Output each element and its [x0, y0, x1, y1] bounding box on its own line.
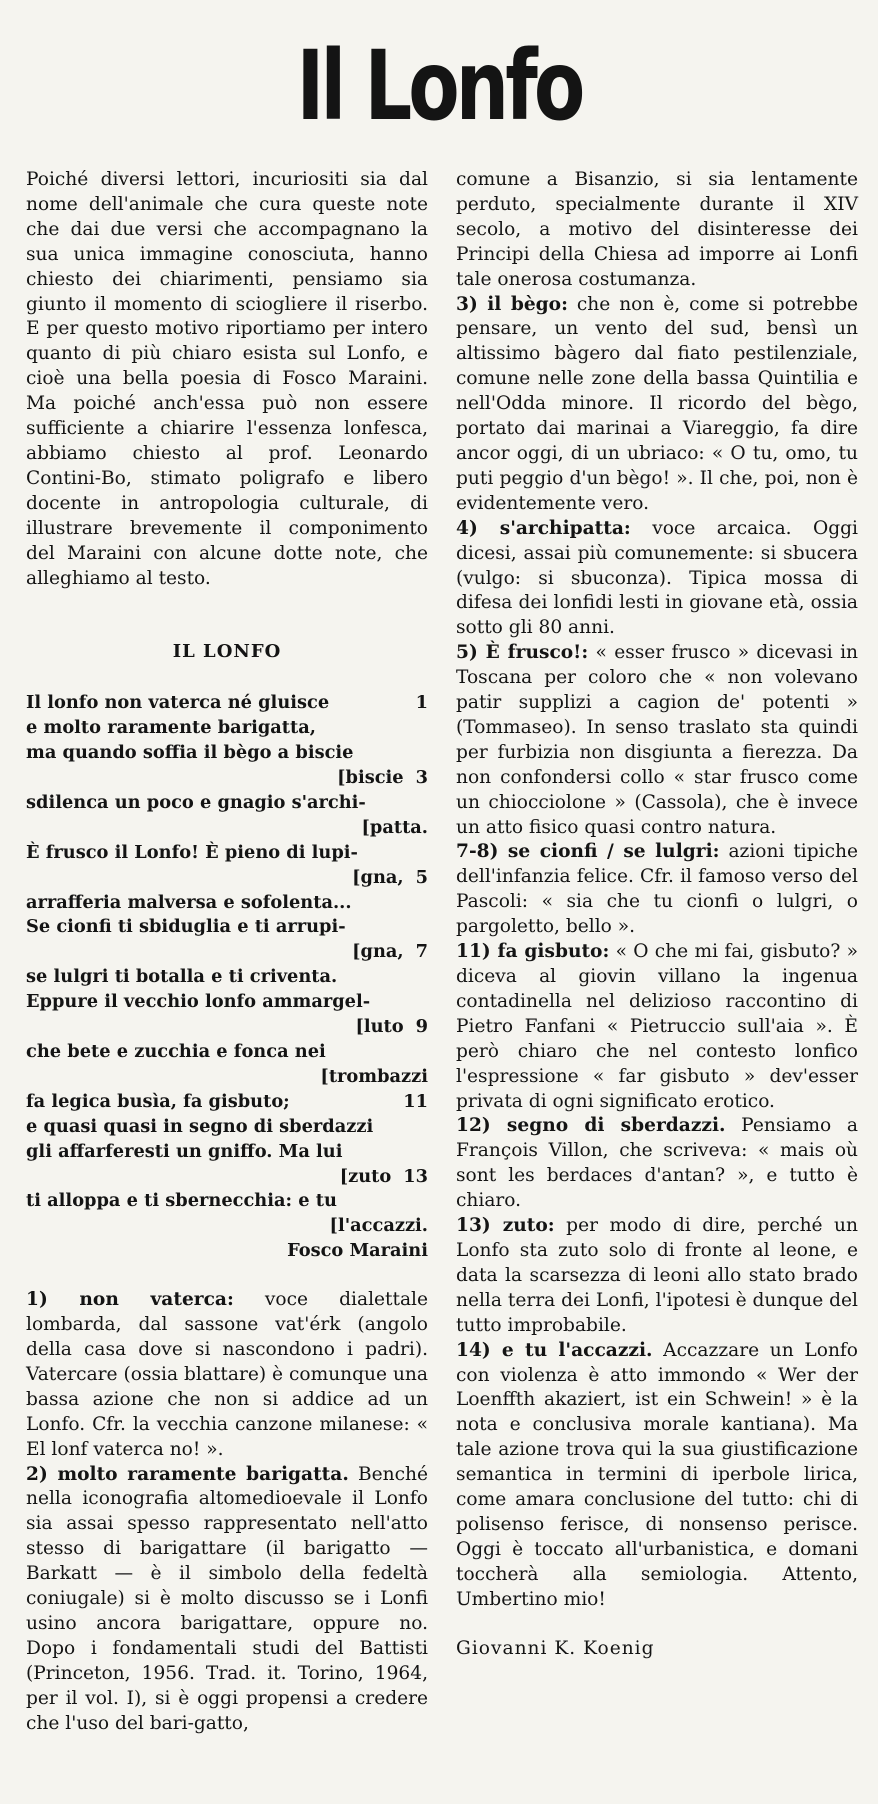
poem-line — [26, 1214, 428, 1239]
poem-line — [26, 915, 428, 940]
poem-line-text: [biscie — [337, 767, 404, 789]
note-body: Pensiamo a François Villon, che scriveva: « mais où sont les berdaces d'antan? », e tutto è chiaro. — [456, 1115, 858, 1212]
note-heading: 4) s'archipatta: — [456, 517, 631, 539]
poem-title: IL LONFO — [172, 641, 282, 663]
poem-line-text: ma quando soffia il bègo a biscie — [26, 742, 354, 764]
note-heading: 7-8) se cionfi / se lulgri: — [456, 841, 720, 863]
poem-line — [26, 940, 428, 965]
note-body: Accazzare un Lonfo con violenza è atto immondo « Wer der Loenffth akaziert, ist ein Schwein! » è la nota e conclusiva morale kantiana). Ma tale azione trova qui la sua giustificazione semantica in termini di iperbole lirica, come amara conclusione del tutto: chi di polisenso ferisce, di nonsenso perisce. Oggi è toccato all'urbanistica, e domani toccherà alla semiologia. Attento, Umbertino mio! — [456, 1339, 858, 1610]
signature: Giovanni K. Koenig — [456, 1637, 655, 1659]
poem-line — [26, 1165, 428, 1190]
poem-line-text: arrafferia malversa e sofolenta... — [26, 891, 352, 913]
verse-number: 11 — [403, 1090, 428, 1112]
poem-line — [26, 866, 428, 891]
poem-line — [26, 766, 428, 791]
note-body: Benché nella iconografia altomedioevale il Lonfo sia assai spesso rappresentato nell'atto stesso di barigattare (il barigatto — Barkatt — è il simbolo della fedeltà coniugale) si è molto discusso se i Lonfi usino ancora barigattare, oppure no. Dopo i fondamentali studi del Battisti (Princeton, 1956. Trad. it. Torino, 1964, per il vol. I), si è oggi propensi a credere che l'uso del bari-gatto, — [26, 1463, 429, 1734]
notes-left — [26, 1288, 428, 1736]
verse-number: 3 — [415, 767, 428, 789]
poem-line — [26, 716, 428, 741]
poem-line — [26, 891, 428, 916]
poem-line-text: È frusco il Lonfo! È pieno di lupi- — [26, 841, 358, 863]
right-column — [456, 168, 858, 1661]
poem-line-text: se lulgri ti botalla e ti criventa. — [26, 966, 338, 988]
poem-line-text: e molto raramente barigatta, — [26, 717, 316, 739]
poem-line-text: gli affarferesti un gniffo. Ma lui — [26, 1140, 343, 1162]
note-heading: 12) segno di sberdazzi. — [456, 1115, 726, 1137]
poem-line — [26, 965, 428, 990]
note-paragraph — [26, 1288, 428, 1462]
poem-line — [26, 841, 428, 866]
note-paragraph — [456, 840, 858, 940]
verse-number: 5 — [415, 866, 428, 888]
poem-line-text: Se cionfi ti sbiduglia e ti arrupi- — [26, 916, 346, 938]
poem-line-text: sdilenca un poco e gnagio s'archi- — [26, 791, 366, 813]
note-paragraph — [26, 1463, 428, 1737]
poem-line — [26, 1065, 428, 1090]
note-heading: 13) zuto: — [456, 1215, 555, 1237]
verse-number: 1 — [415, 692, 428, 714]
poem-line-text: [gna, — [352, 941, 404, 963]
poem-line — [26, 741, 428, 766]
note-heading: 3) il bègo: — [456, 293, 568, 315]
note-body: voce dialettale lombarda, dal sassone vat'érk (angolo della casa dove si nascondono i padri). Vatercare (ossia blattare) è comunque una bassa azione che non si addice ad un Lonfo. Cfr. la vecchia canzone milanese: « El lonf vaterca no! ». — [26, 1289, 428, 1460]
poem-line — [26, 1140, 428, 1165]
poem-line — [26, 1090, 428, 1115]
verse-number: 7 — [415, 941, 428, 963]
verse-number: 9 — [415, 1016, 428, 1038]
poem-line-text: Eppure il vecchio lonfo ammargel- — [26, 991, 371, 1013]
poem-line-text: [zuto — [339, 1165, 392, 1187]
poem-line-text: [patta. — [361, 816, 428, 838]
note-heading: 5) È frusco!: — [456, 642, 589, 664]
note-body: azioni tipiche dell'infanzia felice. Cfr. il famoso verso del Pascoli: « sia che tu cionfi o lulgri, o pargoletto, bello ». — [456, 841, 858, 938]
note-heading: 11) fa gisbuto: — [456, 941, 610, 963]
note-paragraph — [456, 1114, 858, 1214]
poem-author: Fosco Maraini — [287, 1240, 428, 1262]
poem-line-text: Il lonfo non vaterca né gluisce — [26, 692, 330, 714]
poem-line-text: [gna, — [352, 866, 404, 888]
poem-line — [26, 1189, 428, 1214]
note-body: « O che mi fai, gisbuto? » diceva al giovin villano la ingenua contadinella nel delizioso raccontino di Pietro Fanfani « Pietruccio sull'aia ». È però chiaro che nel contesto lonfico l'espressione « far gisbuto » dev'esser privata di ogni significato erotico. — [456, 941, 858, 1112]
note-heading: 14) e tu l'accazzi. — [456, 1339, 653, 1361]
poem-line — [26, 1115, 428, 1140]
poem-line-text: fa legica busìa, fa gisbuto; — [26, 1090, 290, 1112]
poem-line-text: [trombazzi — [320, 1065, 428, 1087]
page-title: Il Lonfo — [296, 30, 582, 142]
note-body: voce arcaica. Oggi dicesi, assai più comunemente: si sbucera (vulgo: si sbuconza). Tipica mossa di difesa dei lonfidi lesti in giovane età, ossia sotto gli 80 anni. — [456, 517, 858, 639]
verse-number: 13 — [403, 1165, 428, 1187]
note-paragraph — [456, 517, 858, 642]
poem-line — [26, 990, 428, 1015]
note-heading: 2) molto raramente barigatta. — [26, 1463, 349, 1485]
poem-line — [26, 691, 428, 716]
poem-line-text: che bete e zucchia e fonca nei — [26, 1041, 326, 1062]
poem-line — [26, 1015, 428, 1040]
intro-paragraph: Poiché diversi lettori, incuriositi sia dal nome dell'animale che cura queste note che dai due versi che accompagnano la sua unica immagine conosciuta, hanno chiesto dei chiarimenti, pensiamo sia giunto il momento di sciogliere il riserbo. E per questo motivo riportiamo per intero quanto di più chiaro esista sul Lonfo, e cioè una bella poesia di Fosco Maraini. Ma poiché anch'essa può non essere sufficiente a chiarire l'essenza lonfesca, abbiamo chiesto al prof. Leonardo Contini-Bo, stimato poligrafo e libero docente in antropologia culturale, di illustrare brevemente il componimento del Maraini con alcune dotte note, che alleghiamo al testo. — [26, 169, 428, 589]
note-body: che non è, come si potrebbe pensare, un vento del sud, bensì un altissimo bàgero dal fiato pestilenziale, comune nelle zone della bassa Quintilia e nell'Odda minore. Il ricordo del bègo, portato dai marinai a Viareggio, fa dire ancor oggi, di un ubriaco: « O tu, omo, tu puti peggio d'un bègo! ». Il che, poi, non è evidentemente vero. — [456, 293, 858, 514]
poem-line — [26, 816, 428, 841]
poem-line-text: [luto — [355, 1016, 404, 1038]
notes-right — [456, 293, 858, 1613]
note-body: per modo di dire, perché un Lonfo sta zuto solo di fronte al leone, e data la scarsezza di leoni allo stato brado nella terra dei Lonfi, l'ipotesi è dunque del tutto improbabile. — [456, 1215, 859, 1336]
note-body: « esser frusco » dicevasi in Toscana per coloro che « non volevano patir supplizi a cagion de' potenti » (Tommaseo). In senso traslato sta quindi per furbizia non disgiunta a fierezza. Da non confondersi collo « star frusco come un chiocciolone » (Cassola), che è invece un atto fisico quasi contro natura. — [456, 642, 858, 838]
poem-line-text: e quasi quasi in segno di sberdazzi — [26, 1115, 374, 1137]
note-paragraph — [456, 293, 858, 517]
poem-line — [26, 791, 428, 816]
note-paragraph — [456, 1214, 858, 1339]
poem-line — [26, 1040, 428, 1065]
note-paragraph — [456, 940, 858, 1114]
left-column — [26, 168, 428, 1736]
note-paragraph — [456, 1339, 858, 1613]
note-paragraph — [456, 641, 858, 840]
poem — [26, 691, 428, 1239]
note-heading: 1) non vaterca: — [26, 1289, 234, 1311]
continued-paragraph: comune a Bisanzio, si sia lentamente perduto, specialmente durante il XIV secolo, a motivo del disinteresse dei Principi della Chiesa ad imporre ai Lonfi tale onerosa costumanza. — [456, 169, 858, 290]
poem-line-text: ti alloppa e ti sbernecchia: e tu — [26, 1190, 337, 1212]
poem-line-text: [l'accazzi. — [329, 1215, 428, 1237]
